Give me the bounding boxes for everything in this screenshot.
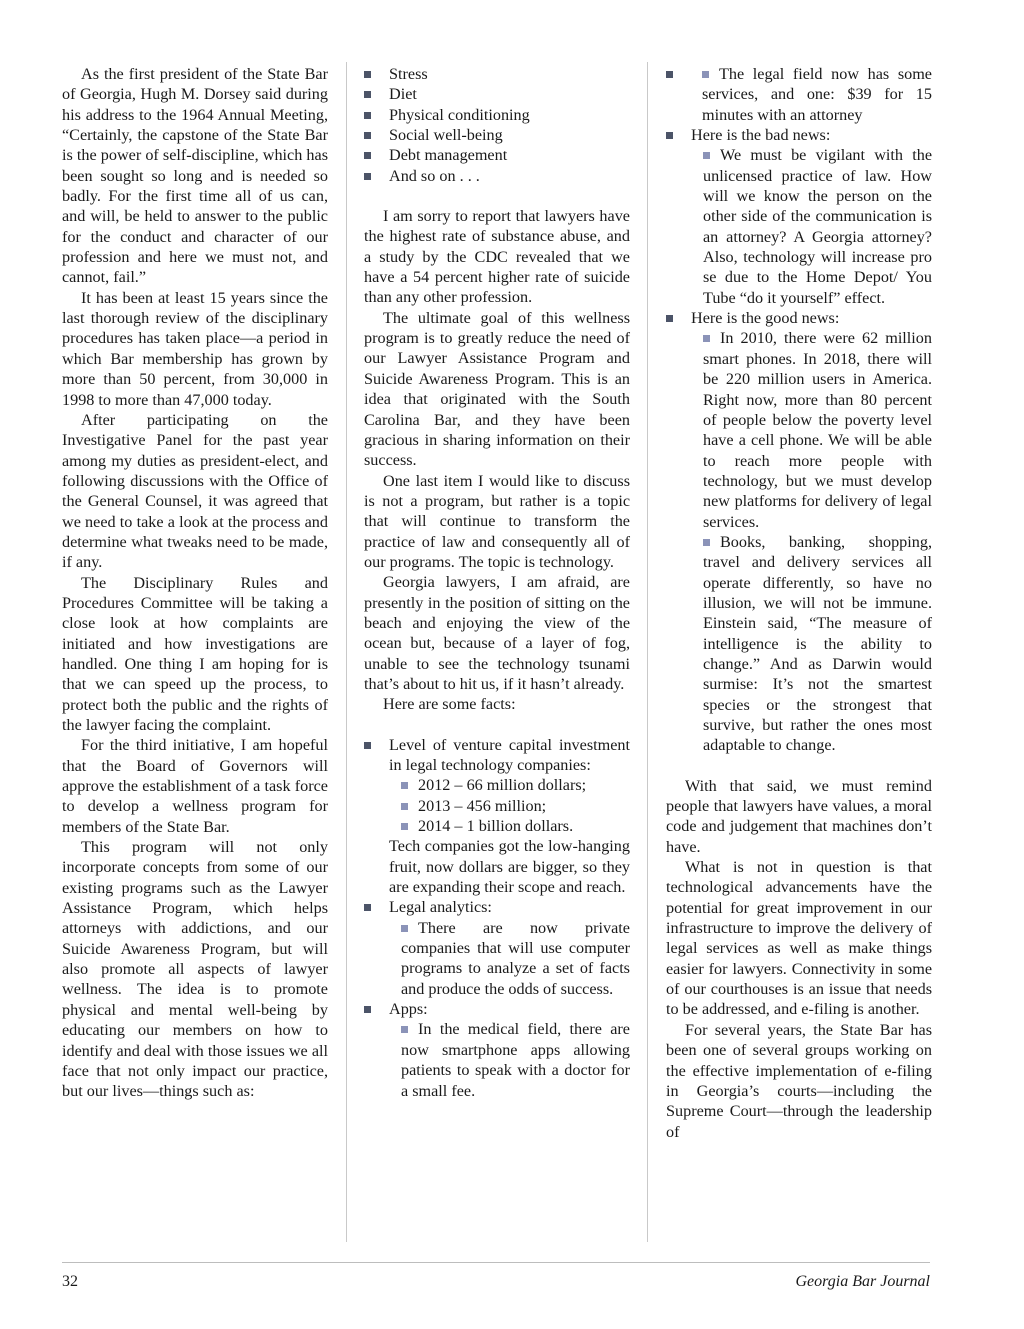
article-column-1 [62, 64, 328, 1102]
list-item: And so on . . . [364, 166, 630, 186]
paragraph: One last item I would like to discuss is not a program, but rather is a topic that will continue to transform the practice of law and consequently all of our programs. The topic is technology. [364, 471, 630, 571]
square-bullet-icon [702, 71, 709, 78]
list-item-text: Level of venture capital investment in legal technology companies: [389, 735, 630, 774]
square-bullet-icon [401, 782, 408, 789]
sub-list-item: We must be vigilant with the unlicensed practice of law. How will we know the person on the other side of the communication is an attorney? A Georgia attorney? Also, technology will increase pro se due to the Home Depot/ You Tube “do it yourself” effect. [703, 146, 932, 307]
sub-list-item: 2014 – 1 billion dollars. [401, 816, 630, 836]
sub-list-item: The legal field now has some services, and one: $39 for 15 minutes with an attorney [702, 65, 932, 124]
sub-list-item: In the medical field, there are now smartphone apps allowing patients to speak with a doctor for a small fee. [401, 1020, 630, 1100]
square-bullet-icon [703, 335, 710, 342]
list-item [666, 308, 932, 756]
square-bullet-icon [401, 925, 408, 932]
paragraph: As the first president of the State Bar of Georgia, Hugh M. Dorsey said during his address to the 1964 Annual Meeting, “Certainly, the capstone of the State Bar is the power of self-discipline, which has been sought so long and is needed so badly. For the first time all of us can, and will, be held to answer to the public for the conduct and character of our profession and here we must not, and cannot, fail.” [62, 65, 328, 287]
paragraph: The Disciplinary Rules and Procedures Committee will be taking a close look at how complaints are initiated and how investigations are handled. One thing I am hoping for is that we can speed up the process, to protect both the public and the rights of the lawyer facing the complaint. [62, 573, 328, 734]
list-item [364, 735, 630, 898]
list-item [666, 64, 932, 125]
technology-facts-list-continued [666, 64, 932, 756]
paragraph: For the third initiative, I am hopeful that the Board of Governors will approve the establishment of a task force to develop a wellness program for members of the State Bar. [62, 736, 328, 836]
list-item-text: Apps: [389, 1000, 428, 1019]
column-divider [346, 62, 347, 1242]
paragraph: Georgia lawyers, I am afraid, are presently in the position of sitting on the beach and enjoying the view of the ocean but, because of a layer of fog, unable to see the technology tsunami that’s about to hit us, if it hasn’t already. [364, 573, 630, 693]
paragraph: It has been at least 15 years since the last thorough review of the disciplinary procedures has taken place—a period in which Bar membership has grown by more than 50 percent, from 30,000 in 1998 to more than 47,000 today. [62, 288, 328, 409]
page-number: 32 [62, 1273, 78, 1290]
paragraph: The ultimate goal of this wellness program is to greatly reduce the need of our Lawyer Assistance Program and Suicide Awareness Program. This is an idea that originated with the South Carolina Bar, and they have been gracious in sharing information on their success. [364, 308, 630, 470]
square-bullet-icon [401, 803, 408, 810]
sub-list [702, 64, 932, 125]
paragraph: Here are some facts: [383, 695, 516, 714]
square-bullet-icon [703, 539, 710, 546]
paragraph: After participating on the Investigative Panel for the past year among my duties as president-elect, and following discussions with the Office of the General Counsel, it was agreed that we need to take a look at the process and determine what tweaks need to be made, if any. [62, 410, 328, 572]
square-bullet-icon [401, 823, 408, 830]
sub-list-item: 2013 – 456 million; [401, 796, 630, 816]
list-item-text: Here is the bad news: [691, 126, 831, 145]
list-item: Stress [364, 64, 630, 84]
list-item-text: Legal analytics: [389, 898, 492, 917]
sub-list [703, 145, 932, 308]
list-item [364, 897, 630, 999]
sub-list [703, 328, 932, 755]
paragraph: For several years, the State Bar has been one of several groups working on the effective implementation of e-filing in Georgia’s courts—including the Supreme Court—through the leadership of [666, 1020, 932, 1141]
sub-list-item: There are now private companies that will use computer programs to analyze a set of facts and produce the odds of success. [401, 918, 630, 998]
square-bullet-icon [703, 152, 710, 159]
footer-rule [62, 1262, 930, 1263]
article-column-3 [666, 64, 932, 1142]
sub-list-item: Books, banking, shopping, travel and delivery services all operate differently, so have no illusion, we will not be immune. Einstein said, “The measure of intelligence is the ability to change.” And as Darwin would surmise: It’s not the smartest species or the strongest that survive, but rather the ones most adaptable to change. [703, 532, 932, 755]
sub-list [401, 1019, 630, 1100]
paragraph: What is not in question is that technological advancements have the potential for great improvement in our infrastructure to improve the delivery of legal services as well as make things easier for lawyers. Connectivity in some of our courthouses is an issue that needs to be addressed, and e-filing is another. [666, 858, 932, 1019]
list-item: Diet [364, 84, 630, 104]
list-item: Physical conditioning [364, 105, 630, 125]
paragraph: With that said, we must remind people that lawyers have values, a moral code and judgement that machines don’t have. [666, 776, 932, 856]
sub-list [401, 775, 630, 836]
list-item-text: Tech companies got the low-hanging fruit, now dollars are bigger, so they are expanding their scope and reach. [389, 837, 630, 897]
column-divider [647, 62, 648, 1242]
list-item [666, 125, 932, 308]
sub-list-item: 2012 – 66 million dollars; [401, 775, 630, 795]
paragraph: This program will not only incorporate concepts from some of our existing programs such as the Lawyer Assistance Program, which helps attorneys with addictions, and our Suicide Awareness Program, but will also promote all aspects of lawyer wellness. The idea is to promote physical and mental well-being by educating our members on how to identify and deal with those issues we all face that not only impact our practice, but our lives—things such as: [62, 838, 328, 1101]
list-item: Debt management [364, 145, 630, 165]
article-column-2 [364, 64, 630, 1101]
sub-list-item: In 2010, there were 62 million smart phones. In 2018, there will be 220 million users in America. Right now, more than 80 percent of people below the poverty level have a cell phone. We will be able to reach more people with technology, but we must develop new platforms for delivery of legal services. [703, 329, 932, 531]
square-bullet-icon [401, 1026, 408, 1033]
technology-facts-list [364, 735, 630, 1101]
list-item: Social well-being [364, 125, 630, 145]
list-item-text: Here is the good news: [691, 309, 840, 328]
journal-name: Georgia Bar Journal [795, 1273, 930, 1290]
paragraph: I am sorry to report that lawyers have the highest rate of substance abuse, and a study by the CDC revealed that we have a 54 percent higher rate of suicide than any other profession. [364, 207, 630, 307]
list-item [364, 999, 630, 1101]
wellness-topics-list [364, 64, 630, 186]
sub-list [401, 918, 630, 999]
